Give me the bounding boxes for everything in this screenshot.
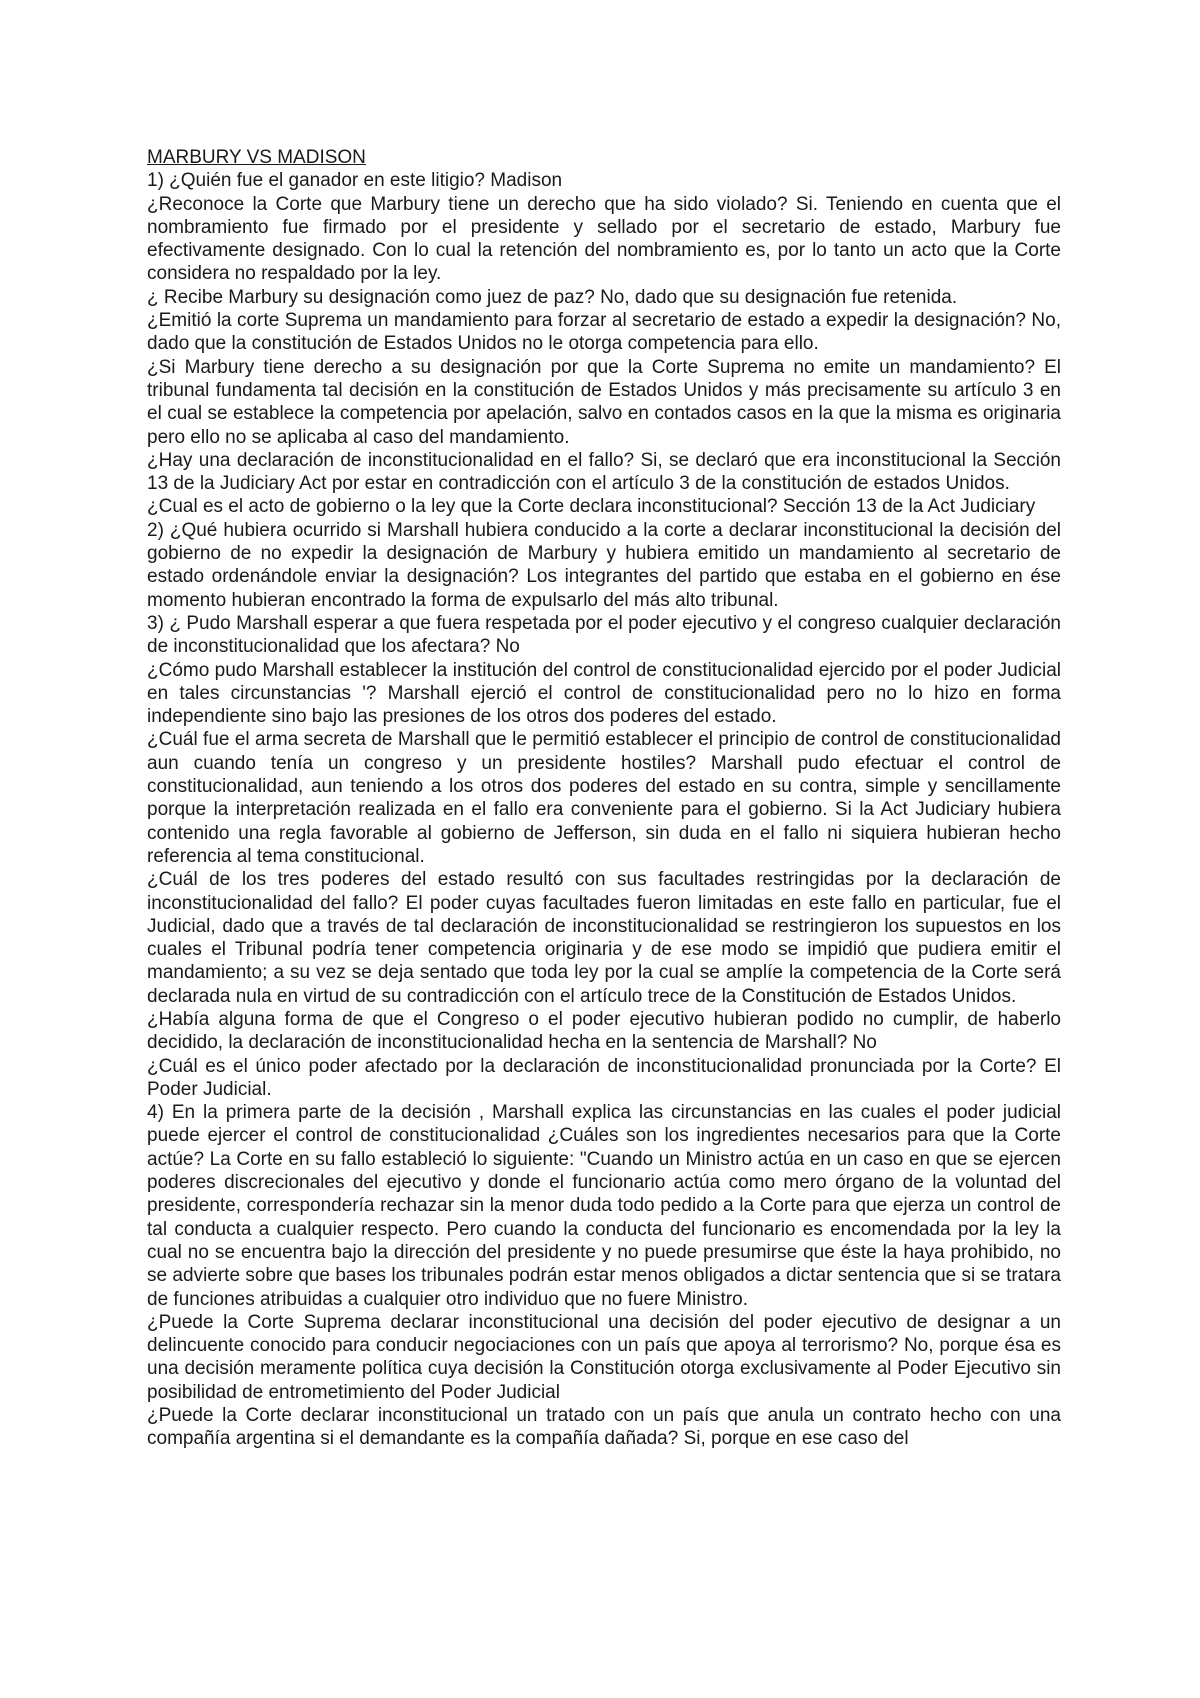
paragraph: 2) ¿Qué hubiera ocurrido si Marshall hubiera conducido a la corte a declarar inconstitucional la decisión del gobierno de no expedir la designación de Marbury y hubiera emitido un mandamiento al secretario de estado ordenándole enviar la designación? Los integrantes del partido que estaba en el gobierno en ése momento hubieran encontrado la forma de expulsarlo del más alto tribunal. — [147, 519, 1061, 611]
paragraph: 4) En la primera parte de la decisión , Marshall explica las circunstancias en las cuales el poder judicial puede ejercer el control de constitucionalidad ¿Cuáles son los ingredientes necesarios para que la Corte actúe? La Corte en su fallo estableció lo siguiente: "Cuando un Ministro actúa en un caso en que se ejercen poderes discrecionales del ejecutivo y donde el funcionario actúa como mero órgano de la voluntad del presidente, correspondería rechazar sin la menor duda todo pedido a la Corte para que ejerza un control de tal conducta a cualquier respecto. Pero cuando la conducta del funcionario es encomendada por la ley la cual no se encuentra bajo la dirección del presidente y no puede presumirse que éste la haya prohibido, no se advierte sobre que bases los tribunales podrán estar menos obligados a dictar sentencia que si se tratara de funciones atribuidas a cualquier otro individuo que no fuere Ministro. — [147, 1102, 1061, 1310]
paragraph: ¿Hay una declaración de inconstitucionalidad en el fallo? Si, se declaró que era inconstitucional la Sección 13 de la Judiciary Act por estar en contradicción con el artículo 3 de la constitución de estados Unidos. — [147, 449, 1061, 495]
document-title: MARBURY VS MADISON — [147, 147, 366, 168]
paragraph: ¿Si Marbury tiene derecho a su designación por que la Corte Suprema no emite un mandamiento? El tribunal fundamenta tal decisión en la constitución de Estados Unidos y más precisamente su artículo 3 en el cual se establece la competencia por apelación, salvo en contados casos en la que la misma es originaria pero ello no se aplicaba al caso del mandamiento. — [147, 356, 1061, 448]
paragraph: ¿Reconoce la Corte que Marbury tiene un derecho que ha sido violado? Si. Teniendo en cuenta que el nombramiento fue firmado por el presidente y sellado por el secretario de estado, Marbury fue efectivamente designado. Con lo cual la retención del nombramiento es, por lo tanto un acto que la Corte considera no respaldado por la ley. — [147, 193, 1061, 285]
paragraph: ¿Emitió la corte Suprema un mandamiento para forzar al secretario de estado a expedir la designación? No, dado que la constitución de Estados Unidos no le otorga competencia para ello. — [147, 310, 1061, 355]
paragraph: ¿Puede la Corte declarar inconstitucional un tratado con un país que anula un contrato hecho con una compañía argentina si el demandante es la compañía dañada? Si, porque en ese caso del — [147, 1405, 1061, 1450]
paragraph: ¿Cuál es el único poder afectado por la declaración de inconstitucionalidad pronunciada por la Corte? El Poder Judicial. — [147, 1055, 1061, 1100]
paragraph: ¿ Recibe Marbury su designación como juez de paz? No, dado que su designación fue retenida. — [147, 286, 958, 308]
paragraph: ¿Cuál de los tres poderes del estado resultó con sus facultades restringidas por la declaración de inconstitucionalidad del fallo? El poder cuyas facultades fueron limitadas en este fallo en particular, fue el Judicial, dado que a través de tal declaración de inconstitucionalidad se restringieron los supuestos en los cuales el Tribunal podría tener competencia originaria y de ese modo se impidió que pudiera emitir el mandamiento; a su vez se deja sentado que toda ley por la cual se amplíe la competencia de la Corte será declarada nula en virtud de su contradicción con el artículo trece de la Constitución de Estados Unidos. — [147, 869, 1061, 1007]
paragraph: ¿Puede la Corte Suprema declarar inconstitucional una decisión del poder ejecutivo de designar a un delincuente conocido para conducir negociaciones con un país que apoya al terrorismo? No, porque ésa es una decisión meramente política cuya decisión la Constitución otorga exclusivamente al Poder Ejecutivo sin posibilidad de entrometimiento del Poder Judicial — [147, 1311, 1061, 1403]
paragraph: ¿Cuál fue el arma secreta de Marshall que le permitió establecer el principio de control de constitucionalidad aun cuando tenía un congreso y un presidente hostiles? Marshall pudo efectuar el control de constitucionalidad, aun teniendo a los otros dos poderes del estado en su contra, simple y sencillamente porque la interpretación realizada en el fallo era conveniente para el gobierno. Si la Act Judiciary hubiera contenido una regla favorable al gobierno de Jefferson, sin duda en el fallo ni siquiera hubieran hecho referencia al tema constitucional. — [147, 729, 1061, 867]
paragraph: 1) ¿Quién fue el ganador en este litigio? Madison — [147, 170, 563, 192]
paragraph: ¿Había alguna forma de que el Congreso o el poder ejecutivo hubieran podido no cumplir, de haberlo decidido, la declaración de inconstitucionalidad hecha en la sentencia de Marshall? No — [147, 1008, 1061, 1054]
paragraph: ¿Cómo pudo Marshall establecer la institución del control de constitucionalidad ejercido por el poder Judicial en tales circunstancias '? Marshall ejerció el control de constitucionalidad pero no lo hizo en forma independiente sino bajo las presiones de los otros dos poderes del estado. — [147, 659, 1061, 728]
document-body — [147, 146, 1061, 1451]
paragraph: ¿Cual es el acto de gobierno o la ley que la Corte declara inconstitucional? Sección 13 de la Act Judiciary — [147, 496, 1036, 518]
paragraph: 3) ¿ Pudo Marshall esperar a que fuera respetada por el poder ejecutivo y el congreso cualquier declaración de inconstitucionalidad que los afectara? No — [147, 612, 1061, 658]
